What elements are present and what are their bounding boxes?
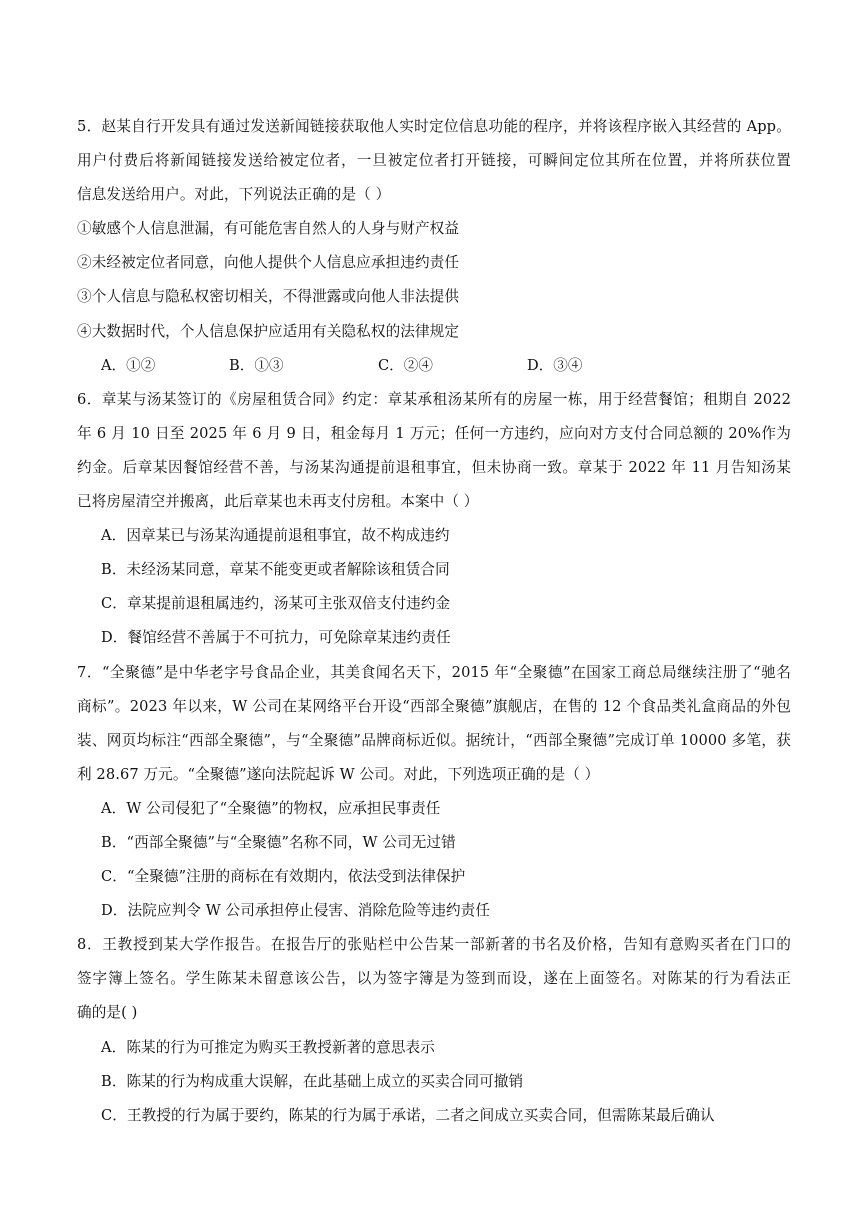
- option-c: C．②④: [378, 356, 433, 374]
- statement-2: ②未经被定位者同意，向他人提供个人信息应承担违约责任: [77, 254, 460, 272]
- statement-4: ④大数据时代，个人信息保护应适用有关隐私权的法律规定: [77, 322, 460, 340]
- option-a: A．①②: [101, 356, 156, 374]
- question-stem-line: 8．王教授到某大学作报告。在报告厅的张贴栏中公告某一部新著的书名及价格，告知有意购买者在门口的: [77, 936, 791, 954]
- question-stem-line: 6．章某与汤某签订的《房屋租赁合同》约定：章某承租汤某所有的房屋一栋，用于经营餐馆；租期自 2022: [77, 390, 791, 408]
- option-a: A．因章某已与汤某沟通提前退租事宜，故不构成违约: [101, 527, 450, 545]
- question-stem-line: 约金。后章某因餐馆经营不善，与汤某沟通提前退租事宜，但未协商一致。章某于 2022 年 11 月告知汤某: [77, 458, 791, 476]
- option-a: A．W 公司侵犯了“全聚德”的物权，应承担民事责任: [101, 799, 441, 817]
- option-b: B．“西部全聚德”与“全聚德”名称不同，W 公司无过错: [101, 833, 456, 851]
- question-stem-line: 年 6 月 10 日至 2025 年 6 月 9 日，租金每月 1 万元；任何一方违约，应向对方支付合同总额的 20%作为: [77, 424, 791, 442]
- question-stem-line: 信息发送给用户。对此，下列说法正确的是（ ）: [77, 186, 391, 204]
- question-stem-line: 确的是( ): [77, 1004, 138, 1022]
- option-c: C．章某提前退租属违约，汤某可主张双倍支付违约金: [101, 595, 451, 613]
- statement-3: ③个人信息与隐私权密切相关，不得泄露或向他人非法提供: [77, 288, 460, 306]
- statement-1: ①敏感个人信息泄漏，有可能危害自然人的人身与财产权益: [77, 220, 460, 238]
- question-5: [77, 110, 791, 383]
- option-b: B．①③: [229, 356, 284, 374]
- question-stem-line: 签字簿上签名。学生陈某未留意该公告，以为签字簿是为签到而设，遂在上面签名。对陈某的行为看法正: [77, 970, 791, 988]
- question-content: [77, 110, 791, 1133]
- option-c: C．王教授的行为属于要约，陈某的行为属于承诺，二者之间成立买卖合同，但需陈某最后确认: [101, 1106, 715, 1124]
- answer-options-row: [77, 349, 791, 383]
- question-stem-line: 装、网页均标注“西部全聚德”，与“全聚德”品牌商标近似。据统计，“西部全聚德”完成订单 10000 多笔，获: [77, 731, 791, 749]
- question-stem-line: 5．赵某自行开发具有通过发送新闻链接获取他人实时定位信息功能的程序，并将该程序嵌入其经营的 App。: [77, 118, 791, 135]
- option-c: C．“全聚德”注册的商标在有效期内，依法受到法律保护: [101, 868, 466, 886]
- question-stem-line: 利 28.67 万元。“全聚德”遂向法院起诉 W 公司。对此，下列选项正确的是（ ）: [77, 765, 600, 783]
- option-d: D．法院应判令 W 公司承担停止侵害、消除危险等违约责任: [101, 902, 491, 920]
- option-d: D．③④: [527, 356, 583, 374]
- option-b: B．未经汤某同意，章某不能变更或者解除该租赁合同: [101, 561, 450, 579]
- question-stem-line: 已将房屋清空并搬离，此后章某也未再支付房租。本案中（ ）: [77, 493, 479, 511]
- option-d: D．餐馆经营不善属于不可抗力，可免除章某违约责任: [101, 629, 451, 647]
- question-stem-line: 7．“全聚德”是中华老字号食品企业，其美食闻名天下，2015 年“全聚德”在国家工商总局继续注册了“驰名: [77, 663, 791, 681]
- option-a: A．陈某的行为可推定为购买王教授新著的意思表示: [101, 1038, 435, 1056]
- question-6: [77, 383, 791, 656]
- option-b: B．陈某的行为构成重大误解，在此基础上成立的买卖合同可撤销: [101, 1072, 524, 1090]
- question-7: [77, 656, 791, 929]
- question-8: [77, 928, 791, 1133]
- question-stem-line: 商标”。2023 年以来，W 公司在某网络平台开设“西部全聚德”旗舰店，在售的 12 个食品类礼盒商品的外包: [77, 697, 791, 715]
- question-stem-line: 用户付费后将新闻链接发送给被定位者，一旦被定位者打开链接，可瞬间定位其所在位置，并将所获位置: [77, 152, 791, 170]
